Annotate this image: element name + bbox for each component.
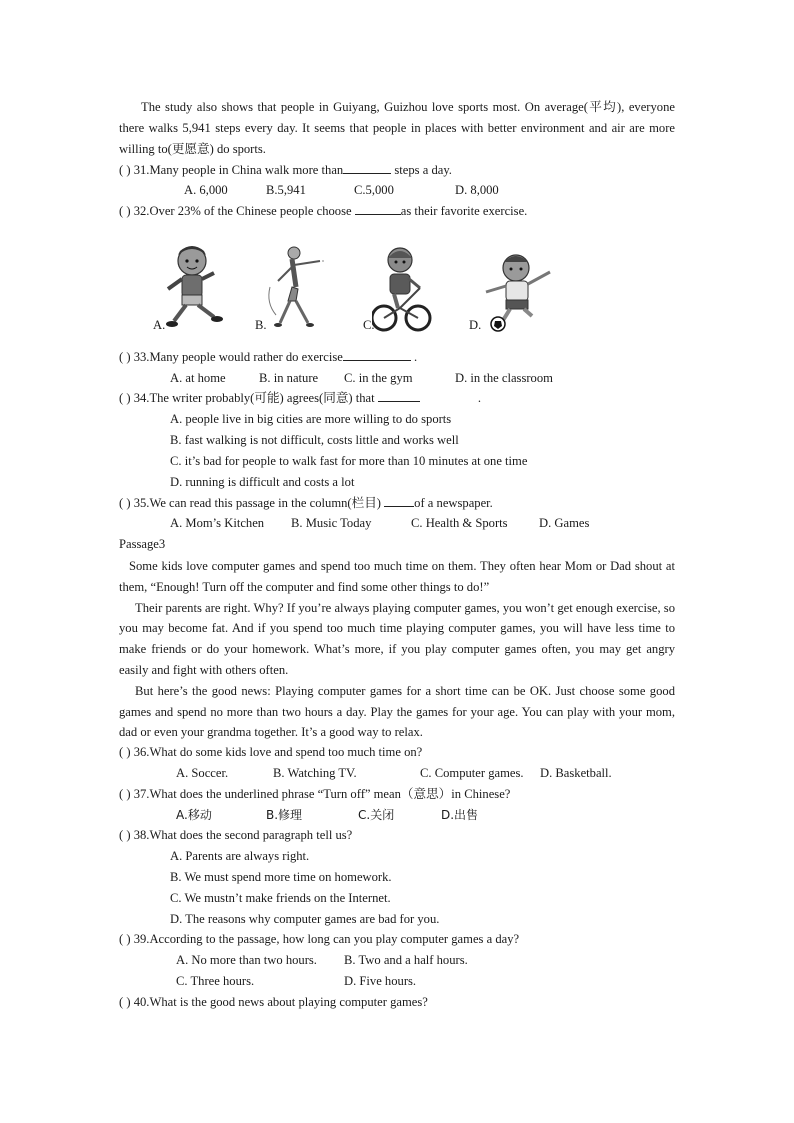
cycling-boy-picture[interactable]	[372, 246, 432, 334]
q39-option-a[interactable]: A. No more than two hours.	[176, 953, 317, 967]
passage3-title: Passage3	[119, 537, 166, 551]
q37-option-d[interactable]: D.出售	[441, 808, 479, 822]
running-boy-picture[interactable]	[160, 243, 230, 333]
q39-option-c[interactable]: C. Three hours.	[176, 974, 255, 988]
q38-option-b[interactable]: B. We must spend more time on homework.	[170, 870, 392, 884]
question-33-stem-a: 33.Many people would rather do exercise	[133, 350, 343, 364]
answer-paren[interactable]: ( )	[119, 350, 131, 364]
q34-option-c[interactable]: C. it’s bad for people to walk fast for more than 10 minutes at one time	[170, 454, 528, 468]
q31-option-c[interactable]: C.5,000	[354, 183, 394, 197]
q33-option-c[interactable]: C. in the gym	[344, 371, 413, 385]
answer-paren[interactable]: ( )	[119, 995, 131, 1009]
q37-option-a[interactable]: A.移动	[176, 808, 212, 822]
question-36	[119, 744, 422, 760]
q31-option-d[interactable]: D. 8,000	[455, 183, 499, 197]
question-31-stem-a: 31.Many people in China walk more than	[133, 163, 344, 177]
q36-option-c[interactable]: C. Computer games.	[420, 766, 524, 780]
q33-option-b[interactable]: B. in nature	[259, 371, 319, 385]
question-34-stem-b: .	[477, 391, 481, 405]
q31-option-a[interactable]: A. 6,000	[184, 183, 228, 197]
question-31	[119, 162, 452, 178]
q34-option-b[interactable]: B. fast walking is not difficult, costs little and works well	[170, 433, 459, 447]
q38-option-d[interactable]: D. The reasons why computer games are bad for you.	[170, 912, 440, 926]
answer-blank[interactable]	[378, 390, 420, 402]
question-38-stem: 38.What does the second paragraph tell us?	[133, 828, 353, 842]
question-33-stem-b: .	[410, 350, 418, 364]
passage2-text: The study also shows that people in Guiyang, Guizhou love sports most. On average(平均), everyone there walks 5,941 steps every day. It seems that people in places with better environment and air are more willing to(更愿意) do sports.	[119, 100, 675, 156]
q35-option-c[interactable]: C. Health & Sports	[411, 516, 508, 530]
question-37	[119, 786, 510, 802]
passage3-body	[119, 556, 675, 743]
question-31-stem-b: steps a day.	[391, 163, 452, 177]
question-40	[119, 994, 428, 1010]
answer-blank[interactable]	[384, 495, 414, 507]
picture-label-b: B.	[255, 318, 267, 332]
answer-paren[interactable]: ( )	[119, 204, 131, 218]
answer-paren[interactable]: ( )	[119, 745, 131, 759]
question-34-stem-a: 34.The writer probably(可能) agrees(同意) that	[133, 391, 378, 405]
picture-label-d: D.	[469, 318, 482, 332]
q36-option-d[interactable]: D. Basketball.	[540, 766, 612, 780]
q36-option-a[interactable]: A. Soccer.	[176, 766, 229, 780]
question-39	[119, 931, 519, 947]
q31-option-b[interactable]: B.5,941	[266, 183, 306, 197]
question-37-stem: 37.What does the underlined phrase “Turn off” mean（意思）in Chinese?	[133, 787, 511, 801]
answer-blank[interactable]	[343, 162, 391, 174]
q36-option-b[interactable]: B. Watching TV.	[273, 766, 357, 780]
picture-label-a: A.	[153, 318, 166, 332]
passage3-paragraph-1	[119, 556, 675, 598]
q39-option-b[interactable]: B. Two and a half hours.	[344, 953, 468, 967]
answer-blank[interactable]	[355, 203, 401, 215]
answer-paren[interactable]: ( )	[119, 787, 131, 801]
q37-option-b[interactable]: B.修理	[266, 808, 303, 822]
question-33	[119, 349, 417, 365]
q34-option-d[interactable]: D. running is difficult and costs a lot	[170, 475, 355, 489]
q35-option-d[interactable]: D. Games	[539, 516, 590, 530]
q39-option-d[interactable]: D. Five hours.	[344, 974, 417, 988]
question-32-stem-a: 32.Over 23% of the Chinese people choose	[133, 204, 355, 218]
q37-option-c[interactable]: C.关闭	[358, 808, 395, 822]
question-35-stem-a: 35.We can read this passage in the column(栏目)	[133, 496, 385, 510]
answer-paren[interactable]: ( )	[119, 496, 131, 510]
question-32	[119, 203, 527, 219]
q34-option-a[interactable]: A. people live in big cities are more willing to do sports	[170, 412, 452, 426]
question-39-stem: 39.According to the passage, how long can you play computer games a day?	[133, 932, 520, 946]
passage3-paragraph-2: Their parents are right. Why? If you’re always playing computer games, you won’t get enough exercise, so you may become fat. And if you spend too much time playing computer games, you will have less time to make friends or do your homework. What’s more, if you play computer games often, you may get angry easily and fight with others often.	[119, 600, 675, 677]
question-38	[119, 827, 352, 843]
question-40-stem: 40.What is the good news about playing computer games?	[133, 995, 428, 1009]
passage3-paragraph-3: But here’s the good news: Playing computer games for a short time can be OK. Just choose some good games and spend no more than two hours a day. Play the games for your age. You can play with your mom, dad or even your grandma together. It’s a good way to relax.	[119, 683, 675, 740]
q35-option-b[interactable]: B. Music Today	[291, 516, 372, 530]
soccer-boy-picture[interactable]	[480, 250, 556, 334]
picture-label-c: C.	[363, 318, 375, 332]
answer-paren[interactable]: ( )	[119, 828, 131, 842]
q38-option-c[interactable]: C. We mustn’t make friends on the Internet.	[170, 891, 391, 905]
question-32-stem-b: as their favorite exercise.	[400, 204, 528, 218]
answer-paren[interactable]: ( )	[119, 163, 131, 177]
walking-woman-picture[interactable]	[262, 243, 332, 333]
question-34	[119, 390, 481, 406]
q38-option-a[interactable]: A. Parents are always right.	[170, 849, 310, 863]
answer-paren[interactable]: ( )	[119, 391, 131, 405]
q35-option-a[interactable]: A. Mom’s Kitchen	[170, 516, 265, 530]
question-36-stem: 36.What do some kids love and spend too much time on?	[133, 745, 423, 759]
question-35-stem-b: of a newspaper.	[414, 496, 493, 510]
answer-paren[interactable]: ( )	[119, 932, 131, 946]
answer-blank[interactable]	[343, 349, 411, 361]
question-35	[119, 495, 493, 511]
passage3-p1-text: Some kids love computer games and spend too much time on them. They often hear Mom or Dad shout at them, “Enough! Turn off the computer and find some other things to do!”	[119, 559, 675, 594]
passage2-paragraph	[119, 97, 675, 159]
q33-option-a[interactable]: A. at home	[170, 371, 226, 385]
q33-option-d[interactable]: D. in the classroom	[455, 371, 553, 385]
